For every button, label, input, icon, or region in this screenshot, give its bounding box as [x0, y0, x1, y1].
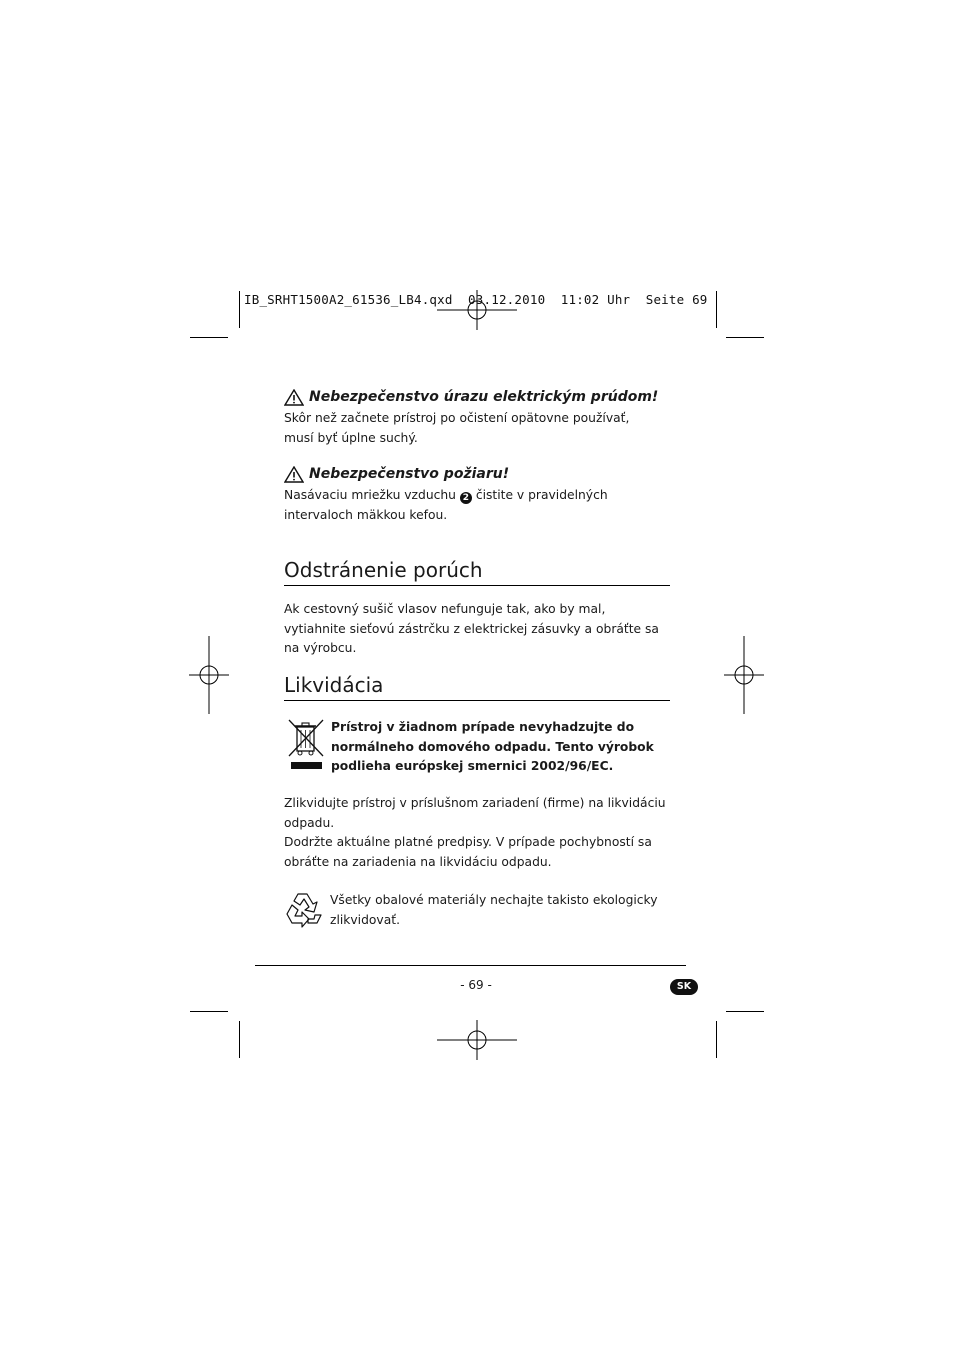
warning-electric-text: Skôr než začnete prístroj po očistení opätovne používať, musí byť úplne suchý. [284, 411, 630, 445]
disposal-paragraph-2: Dodržte aktuálne platné predpisy. V prípade pochybností sa obráťte na zariadenia na likvidáciu odpadu. [284, 835, 652, 869]
warning-fire-text: Nasávaciu mriežku vzduchu 2 čistite v pravidelných intervaloch mäkkou kefou. [284, 488, 608, 522]
reference-number-badge: 2 [460, 492, 472, 504]
recycle-icon [284, 890, 324, 928]
language-badge: SK [670, 979, 698, 995]
weee-notice: Prístroj v žiadnom prípade nevyhadzujte do normálneho domového odpadu. Tento výrobok podlieha európskej smernici 2002/96/EC. [331, 720, 654, 773]
warning-triangle-icon [284, 466, 304, 483]
print-slug: IB_SRHT1500A2_61536_LB4.qxd 03.12.2010 11:02 Uhr Seite 69 [244, 292, 708, 307]
crossed-bin-icon [286, 718, 326, 772]
section-heading-disposal: Likvidácia [284, 672, 670, 701]
section-heading-troubleshooting: Odstránenie porúch [284, 557, 670, 586]
warning-electric [284, 388, 672, 448]
page-number: - 69 - [460, 978, 492, 992]
warning-electric-title: Nebezpečenstvo úrazu elektrickým prúdom! [309, 389, 659, 405]
section-disposal [284, 672, 670, 701]
warning-fire [284, 465, 672, 525]
warning-triangle-icon [284, 389, 304, 406]
registration-mark-left [189, 636, 229, 714]
disposal-paragraph-1: Zlikvidujte prístroj v príslušnom zariadení (firme) na likvidáciu odpadu. [284, 796, 666, 830]
registration-mark-right [724, 636, 764, 714]
registration-mark-bottom [437, 1020, 517, 1060]
section-troubleshooting [284, 557, 670, 659]
recycle-text: Všetky obalové materiály nechajte takisto ekologicky zlikvidovať. [330, 893, 658, 927]
warning-fire-title: Nebezpečenstvo požiaru! [309, 466, 510, 482]
troubleshooting-text: Ak cestovný sušič vlasov nefunguje tak, ako by mal, vytiahnite sieťovú zástrčku z elektrickej zásuvky a obráťte sa na výrobcu. [284, 602, 659, 655]
footer-rule [255, 965, 686, 966]
